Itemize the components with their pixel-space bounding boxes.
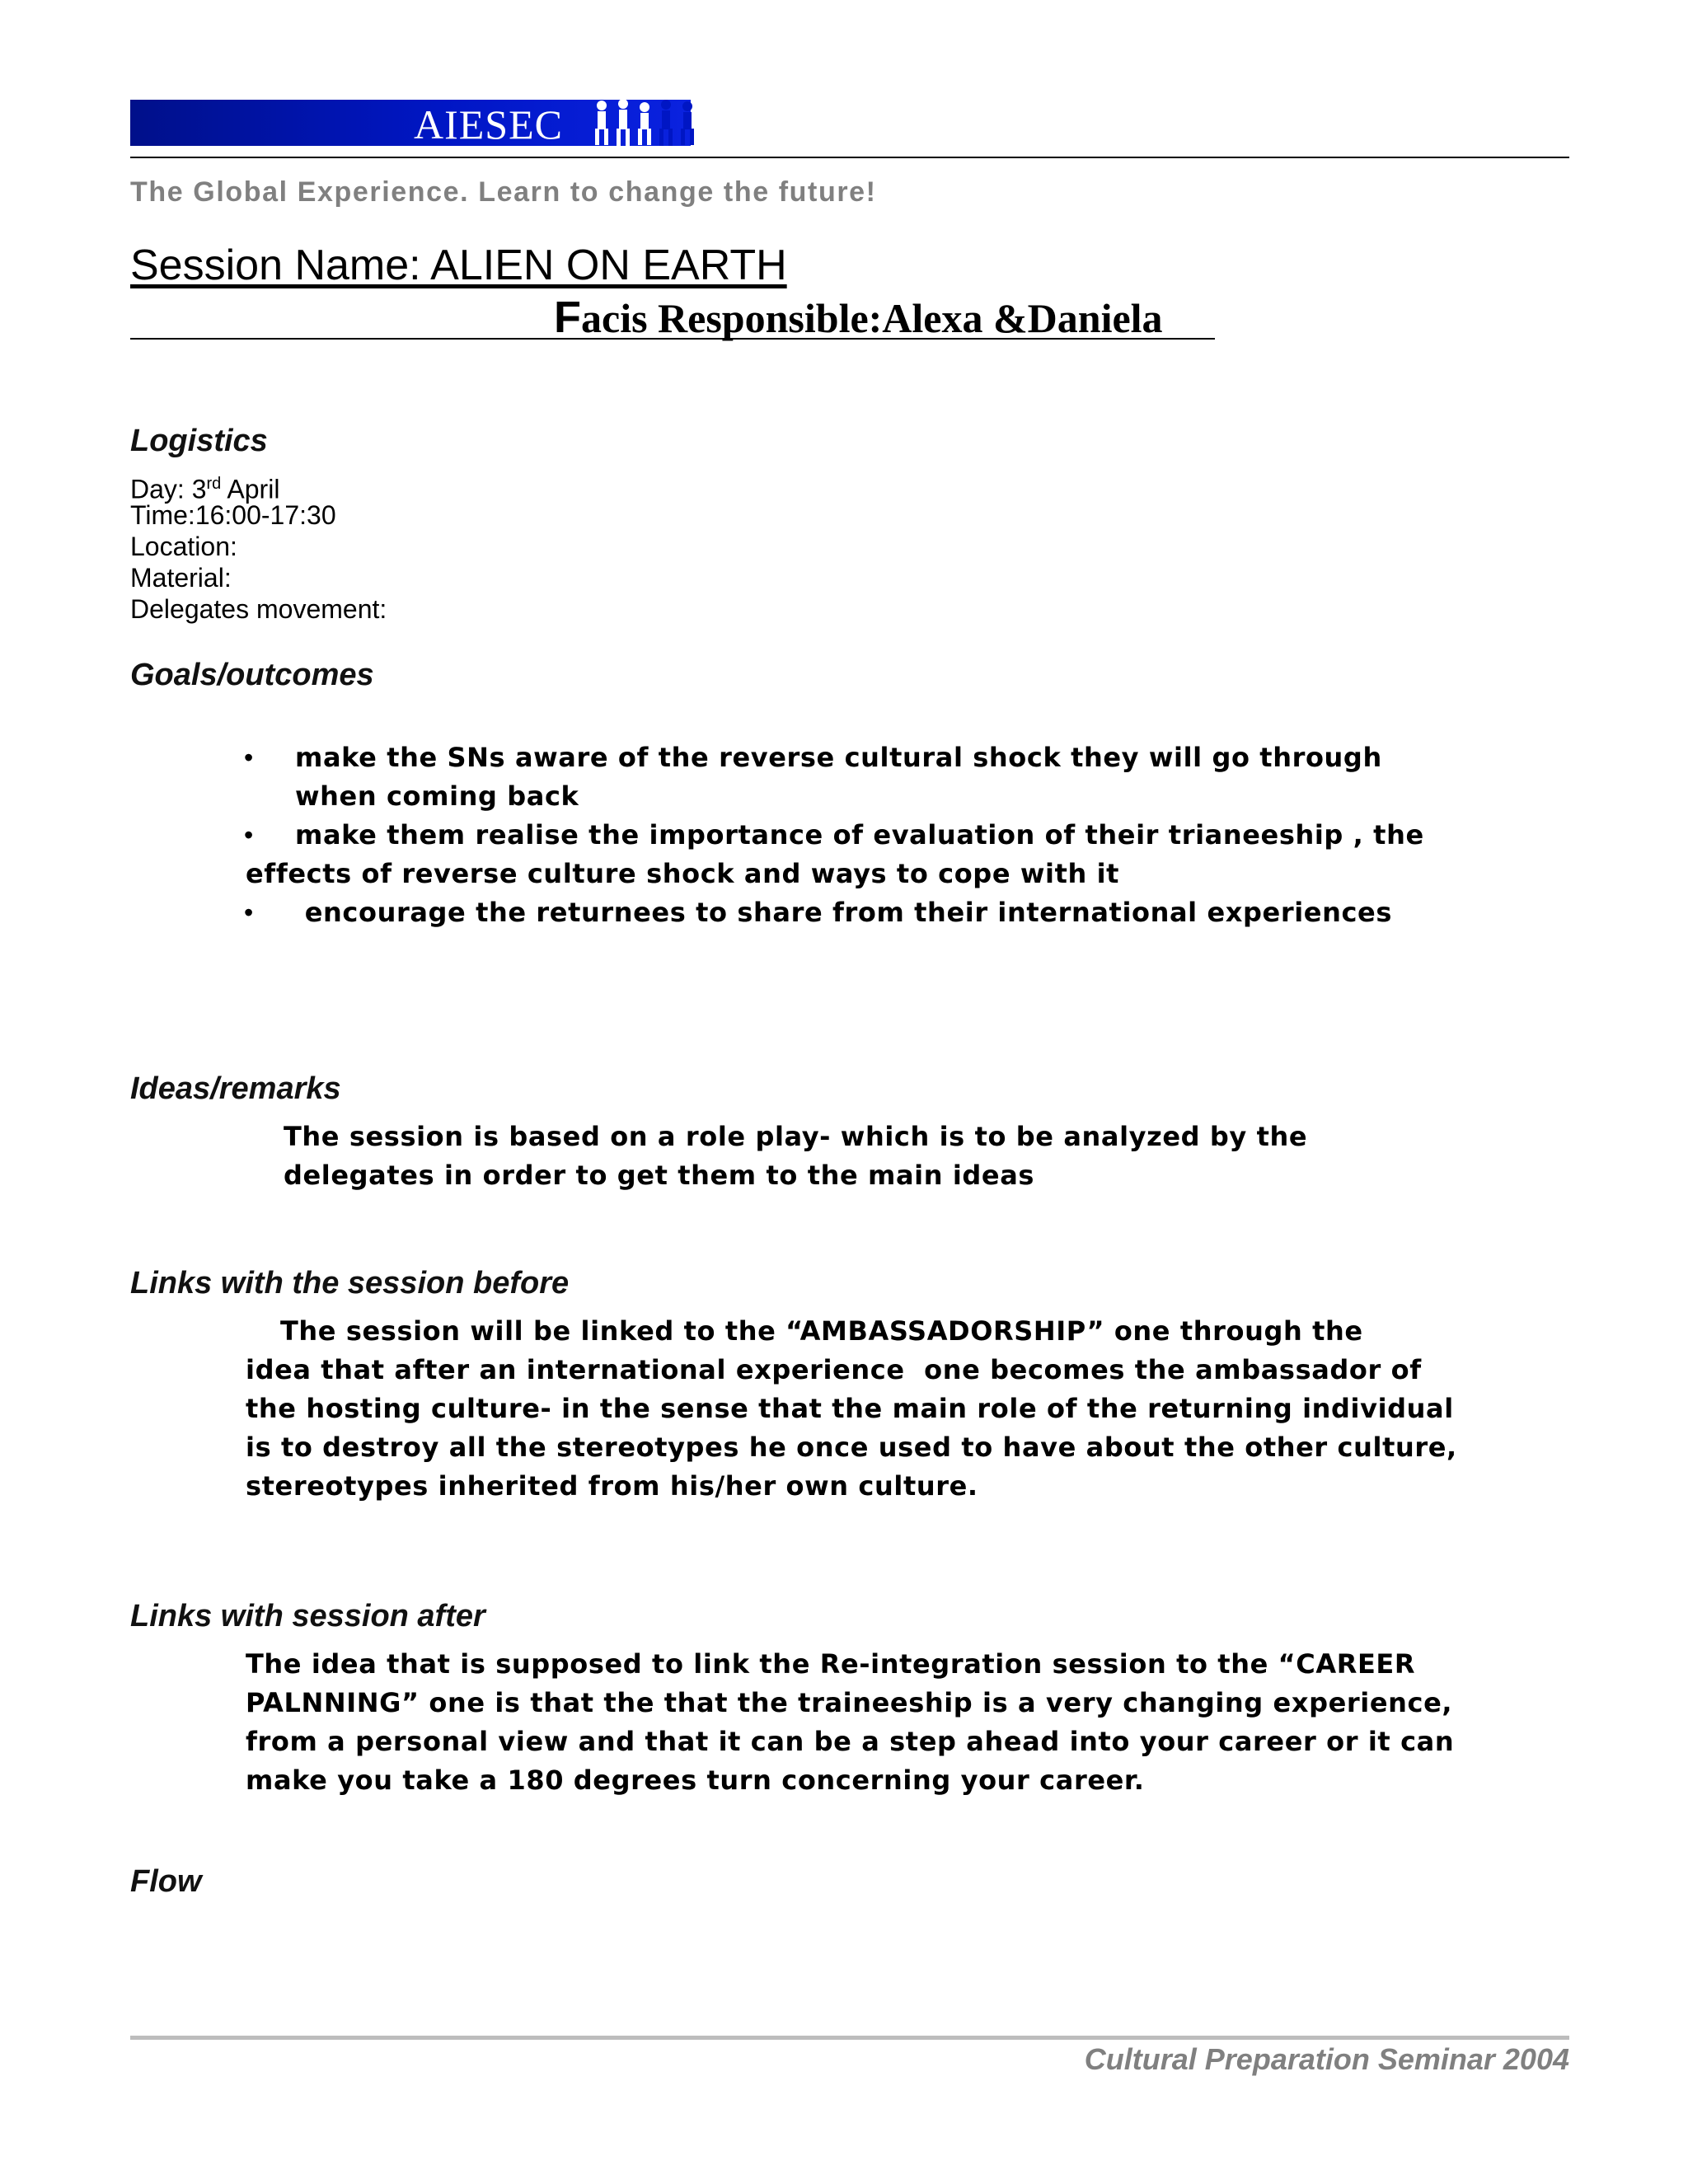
facis-rest: acis Responsible:Alexa &Daniela xyxy=(581,295,1163,341)
tagline: The Global Experience. Learn to change the future! xyxy=(130,176,877,208)
flow-heading: Flow xyxy=(130,1864,202,1899)
links-before-line-5: stereotypes inherited from his/her own culture. xyxy=(246,1470,978,1502)
links-after-line-4: make you take a 180 degrees turn concerning your career. xyxy=(246,1765,1145,1796)
logistics-delegates-movement: Delegates movement: xyxy=(130,594,387,624)
links-before-line-2: idea that after an international experience one becomes the ambassador of xyxy=(246,1354,1422,1385)
goals-heading: Goals/outcomes xyxy=(130,658,374,692)
bullet-icon: • xyxy=(244,743,254,772)
logistics-day: Day: 3rd April xyxy=(130,474,280,504)
goal-item-3: encourage the returnees to share from their international experiences xyxy=(295,897,1392,928)
session-title: Session Name: ALIEN ON EARTH xyxy=(130,241,787,289)
links-before-heading: Links with the session before xyxy=(130,1266,570,1301)
links-after-heading: Links with session after xyxy=(130,1599,485,1633)
logistics-time: Time:16:00-17:30 xyxy=(130,500,336,530)
goal-item-1-line1: make the SNs aware of the reverse cultural shock they will go through xyxy=(295,742,1382,773)
facis-responsible xyxy=(554,292,1163,343)
header-divider xyxy=(130,157,1569,158)
links-after-line-1: The idea that is supposed to link the Re-integration session to the “CAREER xyxy=(246,1648,1416,1680)
facis-initial: F xyxy=(554,293,581,342)
links-before-line-4: is to destroy all the stereotypes he once used to have about the other culture, xyxy=(246,1432,1457,1463)
people-figures-icon xyxy=(592,97,699,148)
ideas-line-1: The session is based on a role play- which is to be analyzed by the xyxy=(284,1121,1308,1152)
bullet-icon: • xyxy=(244,898,254,927)
logistics-location: Location: xyxy=(130,532,237,561)
goal-item-1-line2: when coming back xyxy=(295,780,579,812)
links-after-line-3: from a personal view and that it can be a step ahead into your career or it can xyxy=(246,1726,1455,1757)
goal-item-2-line1: make them realise the importance of evaluation of their trianeeship , the xyxy=(295,819,1424,851)
links-before-line-3: the hosting culture- in the sense that the main role of the returning individual xyxy=(246,1393,1454,1424)
links-before-line-1: The session will be linked to the “AMBASSADORSHIP” one through the xyxy=(280,1315,1363,1347)
bullet-icon: • xyxy=(244,820,254,850)
ideas-heading: Ideas/remarks xyxy=(130,1071,341,1106)
footer-text: Cultural Preparation Seminar 2004 xyxy=(1084,2042,1569,2076)
goal-item-2-line2: effects of reverse culture shock and ways to cope with it xyxy=(246,858,1120,889)
logo-text: AIESEC xyxy=(414,101,563,148)
logistics-material: Material: xyxy=(130,563,232,593)
ideas-line-2: delegates in order to get them to the main ideas xyxy=(284,1160,1035,1191)
logistics-heading: Logistics xyxy=(130,424,268,458)
footer-divider xyxy=(130,2036,1569,2040)
links-after-line-2: PALNNING” one is that the that the traineeship is a very changing experience, xyxy=(246,1687,1453,1718)
